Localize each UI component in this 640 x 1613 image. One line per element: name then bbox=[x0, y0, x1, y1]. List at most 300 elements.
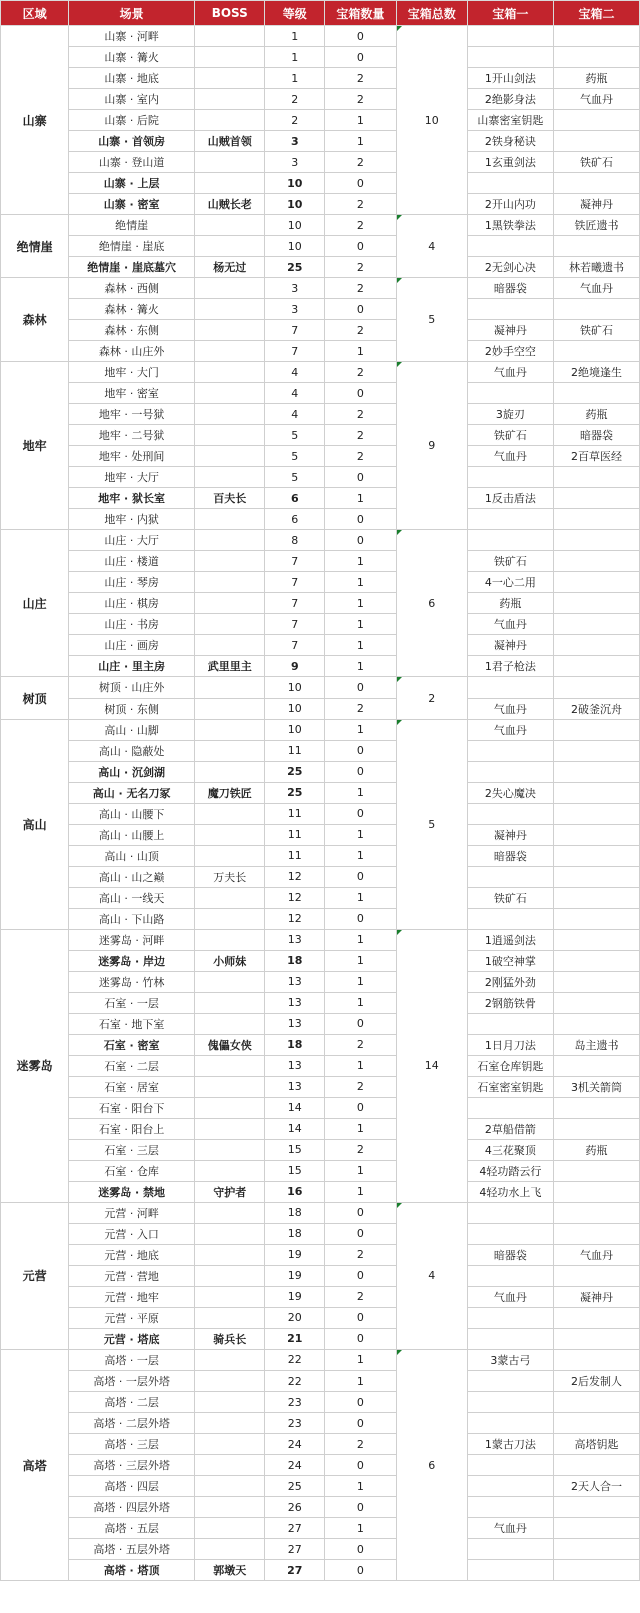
chest-one-cell: 暗器袋 bbox=[467, 278, 553, 299]
table-row bbox=[1, 404, 640, 425]
boss-cell bbox=[195, 740, 265, 761]
chest-count-cell: 0 bbox=[325, 677, 396, 698]
scene-cell: 迷雾岛 · 河畔 bbox=[69, 929, 195, 950]
level-cell: 2 bbox=[265, 89, 325, 110]
level-cell: 24 bbox=[265, 1455, 325, 1476]
table-row bbox=[1, 215, 640, 236]
table-row bbox=[1, 1392, 640, 1413]
boss-cell bbox=[195, 152, 265, 173]
chest-two-cell bbox=[553, 341, 639, 362]
level-cell: 26 bbox=[265, 1497, 325, 1518]
chest-two-cell: 气血丹 bbox=[553, 1244, 639, 1265]
boss-cell bbox=[195, 719, 265, 740]
chest-two-cell bbox=[553, 530, 639, 551]
boss-cell bbox=[195, 551, 265, 572]
scene-cell: 石室 · 一层 bbox=[69, 992, 195, 1013]
scene-cell: 山寨 · 上层 bbox=[69, 173, 195, 194]
chest-count-cell: 0 bbox=[325, 866, 396, 887]
scene-cell: 地牢 · 二号狱 bbox=[69, 425, 195, 446]
scene-cell: 石室 · 仓库 bbox=[69, 1160, 195, 1181]
table-row bbox=[1, 89, 640, 110]
chest-one-cell: 气血丹 bbox=[467, 362, 553, 383]
comment-marker-icon bbox=[397, 1203, 402, 1208]
region-cell: 元营 bbox=[1, 1202, 69, 1349]
chest-two-cell: 2天人合一 bbox=[553, 1476, 639, 1497]
chest-one-cell: 暗器袋 bbox=[467, 845, 553, 866]
scene-cell: 石室 · 二层 bbox=[69, 1055, 195, 1076]
table-row bbox=[1, 929, 640, 950]
chest-one-cell: 4一心二用 bbox=[467, 572, 553, 593]
chest-two-cell bbox=[553, 656, 639, 677]
chest-two-cell bbox=[553, 47, 639, 68]
level-cell: 14 bbox=[265, 1118, 325, 1139]
boss-cell bbox=[195, 761, 265, 782]
chest-count-cell: 0 bbox=[325, 1413, 396, 1434]
chest-two-cell bbox=[553, 26, 639, 47]
table-row bbox=[1, 1118, 640, 1139]
chest-one-cell: 2妙手空空 bbox=[467, 341, 553, 362]
level-cell: 25 bbox=[265, 257, 325, 278]
chest-two-cell bbox=[553, 614, 639, 635]
level-cell: 13 bbox=[265, 992, 325, 1013]
chest-total-value: 5 bbox=[428, 313, 436, 327]
scene-cell: 山寨 · 室内 bbox=[69, 89, 195, 110]
boss-cell bbox=[195, 1413, 265, 1434]
level-cell: 6 bbox=[265, 488, 325, 509]
boss-cell bbox=[195, 887, 265, 908]
boss-cell bbox=[195, 992, 265, 1013]
boss-cell bbox=[195, 362, 265, 383]
chest-count-cell: 0 bbox=[325, 1392, 396, 1413]
boss-cell bbox=[195, 677, 265, 698]
comment-marker-icon bbox=[397, 720, 402, 725]
scene-cell: 森林 · 东侧 bbox=[69, 320, 195, 341]
table-row bbox=[1, 656, 640, 677]
level-cell: 13 bbox=[265, 1055, 325, 1076]
chest-two-cell: 高塔钥匙 bbox=[553, 1434, 639, 1455]
table-row bbox=[1, 236, 640, 257]
chest-two-cell bbox=[553, 173, 639, 194]
chest-two-cell bbox=[553, 593, 639, 614]
chest-total-cell bbox=[396, 1349, 467, 1580]
chest-two-cell: 药瓶 bbox=[553, 404, 639, 425]
scene-cell: 迷雾岛 · 岸边 bbox=[69, 950, 195, 971]
table-row bbox=[1, 446, 640, 467]
region-cell: 树顶 bbox=[1, 677, 69, 719]
boss-cell bbox=[195, 845, 265, 866]
chest-one-cell: 山寨密室钥匙 bbox=[467, 110, 553, 131]
chest-count-cell: 1 bbox=[325, 1055, 396, 1076]
comment-marker-icon bbox=[397, 677, 402, 682]
level-cell: 27 bbox=[265, 1518, 325, 1539]
boss-cell bbox=[195, 404, 265, 425]
chest-two-cell bbox=[553, 782, 639, 803]
chest-count-cell: 1 bbox=[325, 131, 396, 152]
chest-two-cell bbox=[553, 761, 639, 782]
chest-total-cell bbox=[396, 929, 467, 1202]
header-boss: BOSS bbox=[195, 1, 265, 26]
level-cell: 13 bbox=[265, 929, 325, 950]
table-row bbox=[1, 1539, 640, 1560]
chest-count-cell: 1 bbox=[325, 824, 396, 845]
level-cell: 7 bbox=[265, 614, 325, 635]
chest-two-cell bbox=[553, 467, 639, 488]
boss-cell bbox=[195, 1139, 265, 1160]
scene-cell: 地牢 · 内狱 bbox=[69, 509, 195, 530]
level-cell: 20 bbox=[265, 1307, 325, 1328]
table-row bbox=[1, 1455, 640, 1476]
chest-two-cell bbox=[553, 635, 639, 656]
chest-one-cell: 铁矿石 bbox=[467, 425, 553, 446]
boss-cell bbox=[195, 803, 265, 824]
boss-cell bbox=[195, 236, 265, 257]
table-row bbox=[1, 1413, 640, 1434]
boss-cell bbox=[195, 929, 265, 950]
chest-total-cell bbox=[396, 215, 467, 278]
table-row bbox=[1, 614, 640, 635]
boss-cell bbox=[195, 1518, 265, 1539]
scene-cell: 地牢 · 密室 bbox=[69, 383, 195, 404]
level-cell: 5 bbox=[265, 467, 325, 488]
scene-cell: 石室 · 阳台下 bbox=[69, 1097, 195, 1118]
chest-two-cell: 林若曦遗书 bbox=[553, 257, 639, 278]
table-row bbox=[1, 68, 640, 89]
chest-count-cell: 0 bbox=[325, 47, 396, 68]
chest-count-cell: 0 bbox=[325, 1497, 396, 1518]
chest-one-cell bbox=[467, 383, 553, 404]
chest-one-cell: 凝神丹 bbox=[467, 824, 553, 845]
level-cell: 23 bbox=[265, 1392, 325, 1413]
level-cell: 15 bbox=[265, 1139, 325, 1160]
chest-one-cell: 气血丹 bbox=[467, 719, 553, 740]
chest-count-cell: 1 bbox=[325, 488, 396, 509]
chest-count-cell: 2 bbox=[325, 698, 396, 719]
level-cell: 8 bbox=[265, 530, 325, 551]
chest-two-cell: 铁矿石 bbox=[553, 152, 639, 173]
chest-one-cell bbox=[467, 173, 553, 194]
boss-cell bbox=[195, 173, 265, 194]
level-cell: 15 bbox=[265, 1160, 325, 1181]
scene-cell: 山寨 · 河畔 bbox=[69, 26, 195, 47]
chest-one-cell: 4轻功水上飞 bbox=[467, 1181, 553, 1202]
boss-cell bbox=[195, 1349, 265, 1370]
table-row bbox=[1, 572, 640, 593]
chest-two-cell: 3机关箭筒 bbox=[553, 1076, 639, 1097]
table-row bbox=[1, 1223, 640, 1244]
level-cell: 3 bbox=[265, 299, 325, 320]
chest-count-cell: 0 bbox=[325, 1265, 396, 1286]
table-row bbox=[1, 1202, 640, 1223]
chest-total-cell bbox=[396, 26, 467, 215]
chest-one-cell: 2绝影身法 bbox=[467, 89, 553, 110]
boss-cell bbox=[195, 1434, 265, 1455]
chest-two-cell: 2破釜沉舟 bbox=[553, 698, 639, 719]
chest-two-cell bbox=[553, 1202, 639, 1223]
level-cell: 1 bbox=[265, 68, 325, 89]
chest-count-cell: 1 bbox=[325, 341, 396, 362]
chest-two-cell bbox=[553, 1392, 639, 1413]
chest-count-cell: 2 bbox=[325, 278, 396, 299]
chest-count-cell: 1 bbox=[325, 929, 396, 950]
chest-count-cell: 2 bbox=[325, 257, 396, 278]
scene-cell: 地牢 · 处刑间 bbox=[69, 446, 195, 467]
region-cell: 高塔 bbox=[1, 1349, 69, 1580]
chest-two-cell: 2百草医经 bbox=[553, 446, 639, 467]
boss-cell bbox=[195, 530, 265, 551]
table-row bbox=[1, 194, 640, 215]
level-cell: 1 bbox=[265, 26, 325, 47]
chest-two-cell bbox=[553, 1307, 639, 1328]
table-row bbox=[1, 1560, 640, 1581]
chest-count-cell: 1 bbox=[325, 887, 396, 908]
table-row bbox=[1, 299, 640, 320]
chest-one-cell bbox=[467, 803, 553, 824]
chest-two-cell bbox=[553, 845, 639, 866]
comment-marker-icon bbox=[397, 278, 402, 283]
level-cell: 9 bbox=[265, 656, 325, 677]
level-cell: 13 bbox=[265, 971, 325, 992]
scene-cell: 山寨 · 首领房 bbox=[69, 131, 195, 152]
boss-cell bbox=[195, 1476, 265, 1497]
table-row bbox=[1, 47, 640, 68]
table-row bbox=[1, 152, 640, 173]
table-row bbox=[1, 866, 640, 887]
chest-one-cell: 4三花聚顶 bbox=[467, 1139, 553, 1160]
level-cell: 7 bbox=[265, 572, 325, 593]
chest-two-cell bbox=[553, 992, 639, 1013]
scene-cell: 山庄 · 里主房 bbox=[69, 656, 195, 677]
region-cell: 山寨 bbox=[1, 26, 69, 215]
chest-count-cell: 1 bbox=[325, 782, 396, 803]
chest-one-cell: 气血丹 bbox=[467, 698, 553, 719]
scene-cell: 树顶 · 东侧 bbox=[69, 698, 195, 719]
chest-two-cell: 岛主遗书 bbox=[553, 1034, 639, 1055]
table-row bbox=[1, 1034, 640, 1055]
chest-count-cell: 0 bbox=[325, 1202, 396, 1223]
chest-one-cell bbox=[467, 740, 553, 761]
chest-total-cell bbox=[396, 1202, 467, 1349]
chest-count-cell: 1 bbox=[325, 845, 396, 866]
table-row bbox=[1, 971, 640, 992]
chest-two-cell bbox=[553, 677, 639, 698]
scene-cell: 山庄 · 大厅 bbox=[69, 530, 195, 551]
chest-one-cell: 石室仓库钥匙 bbox=[467, 1055, 553, 1076]
scene-cell: 绝情崖 · 崖底 bbox=[69, 236, 195, 257]
boss-cell bbox=[195, 1118, 265, 1139]
table-body bbox=[1, 26, 640, 1581]
chest-count-cell: 0 bbox=[325, 908, 396, 929]
chest-count-cell: 0 bbox=[325, 173, 396, 194]
chest-two-cell bbox=[553, 488, 639, 509]
chest-count-cell: 2 bbox=[325, 404, 396, 425]
chest-one-cell bbox=[467, 1413, 553, 1434]
level-cell: 5 bbox=[265, 446, 325, 467]
level-cell: 12 bbox=[265, 866, 325, 887]
chest-count-cell: 1 bbox=[325, 572, 396, 593]
level-cell: 24 bbox=[265, 1434, 325, 1455]
boss-cell bbox=[195, 1307, 265, 1328]
comment-marker-icon bbox=[397, 930, 402, 935]
chest-count-cell: 0 bbox=[325, 1539, 396, 1560]
scene-cell: 高山 · 山顶 bbox=[69, 845, 195, 866]
chest-count-cell: 0 bbox=[325, 509, 396, 530]
level-cell: 18 bbox=[265, 950, 325, 971]
chest-one-cell: 1黑铁拳法 bbox=[467, 215, 553, 236]
comment-marker-icon bbox=[397, 26, 402, 31]
chest-count-cell: 2 bbox=[325, 425, 396, 446]
chest-count-cell: 0 bbox=[325, 26, 396, 47]
scene-cell: 山寨 · 篝火 bbox=[69, 47, 195, 68]
chest-two-cell bbox=[553, 866, 639, 887]
chest-count-cell: 0 bbox=[325, 803, 396, 824]
table-row bbox=[1, 110, 640, 131]
scene-cell: 石室 · 阳台上 bbox=[69, 1118, 195, 1139]
region-cell: 森林 bbox=[1, 278, 69, 362]
level-cell: 5 bbox=[265, 425, 325, 446]
chest-one-cell: 3蒙古弓 bbox=[467, 1349, 553, 1370]
chest-one-cell bbox=[467, 1013, 553, 1034]
boss-cell: 郭墩天 bbox=[195, 1560, 265, 1581]
boss-cell bbox=[195, 1455, 265, 1476]
table-row bbox=[1, 1434, 640, 1455]
level-cell: 25 bbox=[265, 761, 325, 782]
table-row bbox=[1, 383, 640, 404]
chest-count-cell: 2 bbox=[325, 1286, 396, 1307]
boss-cell bbox=[195, 278, 265, 299]
level-cell: 4 bbox=[265, 383, 325, 404]
chest-one-cell bbox=[467, 1223, 553, 1244]
scene-cell: 森林 · 山庄外 bbox=[69, 341, 195, 362]
scene-cell: 高山 · 隐蔽处 bbox=[69, 740, 195, 761]
level-cell: 7 bbox=[265, 320, 325, 341]
chest-one-cell: 1破空神掌 bbox=[467, 950, 553, 971]
boss-cell bbox=[195, 572, 265, 593]
chest-two-cell bbox=[553, 1118, 639, 1139]
chest-count-cell: 1 bbox=[325, 614, 396, 635]
scene-cell: 高塔 · 五层 bbox=[69, 1518, 195, 1539]
scene-cell: 高塔 · 三层外塔 bbox=[69, 1455, 195, 1476]
chest-two-cell bbox=[553, 1160, 639, 1181]
chest-total-value: 5 bbox=[428, 817, 436, 831]
boss-cell bbox=[195, 1392, 265, 1413]
chest-one-cell bbox=[467, 1265, 553, 1286]
header-region: 区域 bbox=[1, 1, 69, 26]
level-cell: 3 bbox=[265, 152, 325, 173]
scene-cell: 森林 · 篝火 bbox=[69, 299, 195, 320]
level-cell: 12 bbox=[265, 887, 325, 908]
chest-two-cell: 气血丹 bbox=[553, 89, 639, 110]
table-row bbox=[1, 1139, 640, 1160]
scene-cell: 高山 · 沉剑湖 bbox=[69, 761, 195, 782]
table-row bbox=[1, 992, 640, 1013]
chest-total-cell bbox=[396, 278, 467, 362]
chest-one-cell: 2失心魔决 bbox=[467, 782, 553, 803]
chest-two-cell bbox=[553, 1055, 639, 1076]
chest-two-cell bbox=[553, 1560, 639, 1581]
scene-cell: 山庄 · 画房 bbox=[69, 635, 195, 656]
chest-count-cell: 0 bbox=[325, 1328, 396, 1349]
chest-two-cell bbox=[553, 1328, 639, 1349]
level-cell: 7 bbox=[265, 635, 325, 656]
chest-total-value: 4 bbox=[428, 239, 436, 253]
scene-cell: 地牢 · 一号狱 bbox=[69, 404, 195, 425]
level-cell: 7 bbox=[265, 341, 325, 362]
chest-one-cell: 2草船借箭 bbox=[467, 1118, 553, 1139]
level-cell: 12 bbox=[265, 908, 325, 929]
scene-cell: 地牢 · 大门 bbox=[69, 362, 195, 383]
chest-one-cell bbox=[467, 761, 553, 782]
scene-cell: 高山 · 山脚 bbox=[69, 719, 195, 740]
scene-cell: 树顶 · 山庄外 bbox=[69, 677, 195, 698]
level-cell: 16 bbox=[265, 1181, 325, 1202]
chest-one-cell: 石室密室钥匙 bbox=[467, 1076, 553, 1097]
boss-cell bbox=[195, 614, 265, 635]
boss-cell bbox=[195, 1265, 265, 1286]
chest-two-cell: 铁匠遗书 bbox=[553, 215, 639, 236]
chest-total-cell bbox=[396, 362, 467, 530]
chest-count-cell: 0 bbox=[325, 1097, 396, 1118]
chest-count-cell: 0 bbox=[325, 1455, 396, 1476]
boss-cell bbox=[195, 1497, 265, 1518]
table-row bbox=[1, 1307, 640, 1328]
chest-total-cell bbox=[396, 677, 467, 719]
boss-cell bbox=[195, 110, 265, 131]
chest-count-cell: 1 bbox=[325, 971, 396, 992]
table-row bbox=[1, 1097, 640, 1118]
chest-two-cell: 凝神丹 bbox=[553, 1286, 639, 1307]
level-cell: 10 bbox=[265, 215, 325, 236]
scene-cell: 山庄 · 楼道 bbox=[69, 551, 195, 572]
chest-one-cell bbox=[467, 530, 553, 551]
boss-cell bbox=[195, 1013, 265, 1034]
chest-one-cell: 2刚猛外劲 bbox=[467, 971, 553, 992]
boss-cell bbox=[195, 1055, 265, 1076]
boss-cell bbox=[195, 215, 265, 236]
header-chest-two: 宝箱二 bbox=[553, 1, 639, 26]
boss-cell bbox=[195, 1244, 265, 1265]
region-cell: 高山 bbox=[1, 719, 69, 929]
table-row bbox=[1, 845, 640, 866]
table-row bbox=[1, 1181, 640, 1202]
scene-cell: 高塔 · 二层 bbox=[69, 1392, 195, 1413]
table-row bbox=[1, 26, 640, 47]
comment-marker-icon bbox=[397, 530, 402, 535]
table-row bbox=[1, 1055, 640, 1076]
scene-cell: 元营 · 地牢 bbox=[69, 1286, 195, 1307]
level-cell: 11 bbox=[265, 824, 325, 845]
boss-cell bbox=[195, 698, 265, 719]
scene-cell: 元营 · 营地 bbox=[69, 1265, 195, 1286]
chest-one-cell bbox=[467, 509, 553, 530]
chest-total-value: 4 bbox=[428, 1269, 436, 1283]
chest-one-cell bbox=[467, 1328, 553, 1349]
scene-cell: 高塔 · 二层外塔 bbox=[69, 1413, 195, 1434]
chest-two-cell: 铁矿石 bbox=[553, 320, 639, 341]
chest-one-cell bbox=[467, 1097, 553, 1118]
level-cell: 27 bbox=[265, 1560, 325, 1581]
scene-cell: 山庄 · 琴房 bbox=[69, 572, 195, 593]
level-cell: 11 bbox=[265, 845, 325, 866]
chest-count-cell: 2 bbox=[325, 1034, 396, 1055]
chest-one-cell bbox=[467, 1560, 553, 1581]
level-cell: 10 bbox=[265, 173, 325, 194]
level-cell: 10 bbox=[265, 194, 325, 215]
chest-two-cell bbox=[553, 950, 639, 971]
chest-one-cell: 1逍遥剑法 bbox=[467, 929, 553, 950]
chest-count-cell: 0 bbox=[325, 299, 396, 320]
chest-count-cell: 0 bbox=[325, 383, 396, 404]
table-row bbox=[1, 593, 640, 614]
